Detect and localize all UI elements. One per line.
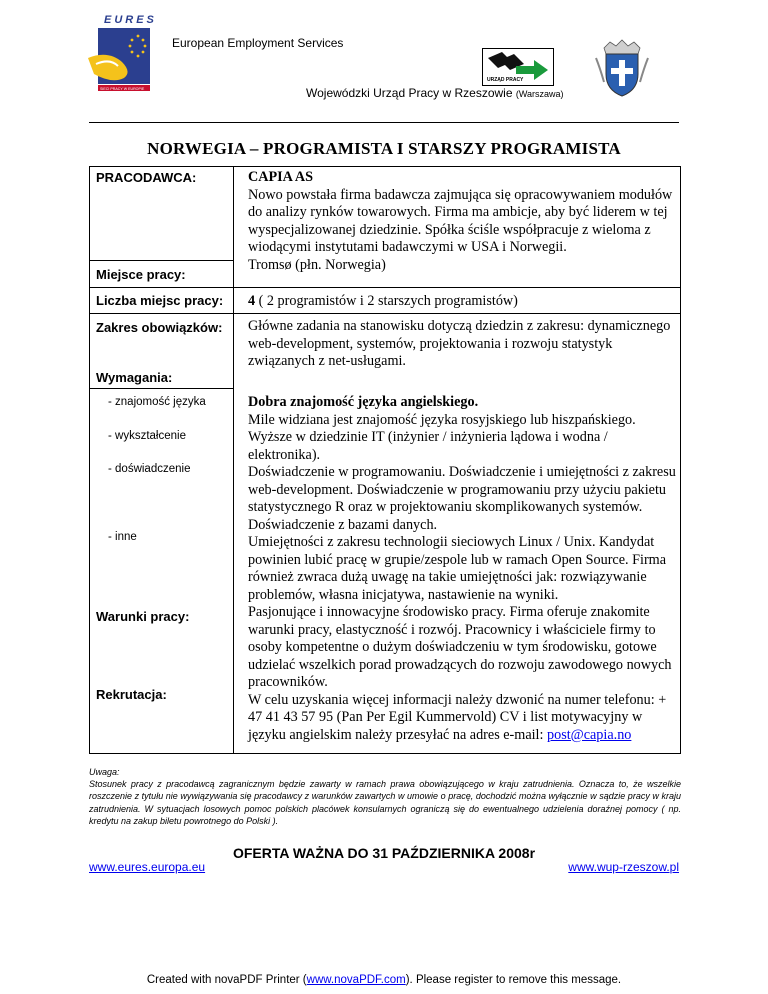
row-divider — [90, 287, 680, 288]
positions-count: 4 — [248, 293, 256, 309]
recruitment-value — [248, 692, 678, 745]
employer-description: Nowo powstała firma badawcza zajmująca się opracowywaniem modułów do analizy rynków towarowych. Firma ma ambicje, aby być liderem w tej wyspecjalizowanej dziedzinie. Spółka ściśle współpracuje z wieloma z wiodącymi instytutami badawczymi w USA i Norwegii. — [248, 186, 673, 255]
requirements-label: Wymagania: — [96, 370, 173, 385]
printer-watermark — [0, 974, 768, 986]
printer-note-before: Created with novaPDF Printer ( — [146, 974, 307, 986]
positions-detail: ( 2 programistów i 2 starszych programistów) — [255, 293, 518, 309]
legal-note-text: Stosunek pracy z pracodawcą zagranicznym będzie zawarty w ramach prawa obowiązującego w kraju zatrudnienia. Oznacza to, że wszelkie roszczenie z tytułu nie wywiązywania się pracodawcy z warunków zawartych w umowie o pracę, dochodzić można wyłącznie w sądzie pracy w kraju zatrudnienia. W sytuacjach losowych pomoc polskich placówek konsularnych ograniczą się do ewentualnego udzielenia doraźnej pomocy ( np. kredytu na zakup biletu powrotnego do Polski ). — [89, 779, 681, 826]
education-value: Wyższe w dziedzinie IT (inżynier / inżynieria lądowa i wodna / elektronika). — [248, 429, 608, 463]
eures-full-name: European Employment Services — [172, 36, 344, 50]
requirements-values — [248, 394, 678, 744]
other-value: Umiejętności z zakresu technologii sieciowych Linux / Unix. Kandydat powinien lubić pracę w grupie/zespole lub w ramach Open Source. Firma również zwraca dużą uwagę na takie umiejętności jak: rozwiązywanie problemów, własna inicjatywa, nastawienie na wyniki. — [248, 534, 667, 603]
column-divider — [233, 167, 234, 753]
language-label: - znajomość języka — [108, 396, 206, 408]
employer-label: PRACODAWCA: — [96, 170, 197, 185]
eures-logo-caption: SIECI PRACY W EUROPIE — [100, 87, 145, 91]
office-name-text: Wojewódzki Urząd Pracy w Rzeszowie — [306, 86, 513, 100]
location-label: Miejsce pracy: — [96, 267, 186, 282]
other-label: - inne — [108, 531, 137, 543]
legal-note-heading: Uwaga: — [89, 767, 120, 777]
recruitment-email-link[interactable]: post@capia.no — [547, 726, 632, 743]
duties-value: Główne zadania na stanowisku dotyczą dziedzin z zakresu: dynamicznego web-development, systemów, projektowania i rozwoju statystyk związanych z net-usługami. — [248, 318, 671, 369]
wup-website-link[interactable]: www.wup-rzeszow.pl — [568, 860, 679, 874]
language-value-extra: Mile widziana jest znajomość języka rosyjskiego lub hiszpańskiego. — [248, 411, 636, 428]
row-divider — [90, 260, 233, 261]
education-label: - wykształcenie — [108, 430, 186, 442]
eures-logo — [88, 12, 164, 94]
recruitment-label: Rekrutacja: — [96, 687, 167, 702]
conditions-value: Pasjonujące i innowacyjne środowisko pracy. Firma oferuje znakomite warunki pracy, elastyczność i rozwój. Pracownicy i właściciele firmy to osoby kompetentne o dużym doświadczeniu w tym środowisku, gotowe udzielać wszelkich porad prowadzących do rozwoju zawodowego nowych pracowników. — [248, 604, 672, 690]
offer-validity: OFERTA WAŻNA DO 31 PAŹDZIERNIKA 2008r — [232, 845, 536, 861]
legal-note — [89, 766, 681, 827]
recruitment-text: W celu uzyskania więcej informacji należy dzwonić na numer telefonu: + 47 41 43 57 95 (Pan Per Egil Kummervold) CV i list motywacyjny w języku angielskim należy przesyłać na adres e-mail: — [248, 691, 667, 743]
eures-logo-text: EURES — [104, 14, 157, 26]
employer-name: CAPIA AS — [248, 169, 314, 185]
employer-value — [248, 169, 678, 274]
experience-value: Doświadczenie w programowaniu. Doświadczenie i umiejętności z zakresu web-development. Doświadczenie w programowaniu przy użyciu pakietu statystycznego R oraz w projektowaniu skomplikowanych systemów. Doświadczenie z bazami danych. — [248, 464, 676, 533]
eures-website-link[interactable]: www.eures.europa.eu — [89, 860, 206, 874]
conditions-label: Warunki pracy: — [96, 609, 190, 624]
location-value: Tromsø (płn. Norwegia) — [248, 256, 386, 273]
row-divider — [90, 313, 680, 314]
novapdf-link[interactable]: www.novaPDF.com — [306, 974, 406, 986]
experience-label: - doświadczenie — [108, 463, 191, 475]
duties-label: Zakres obowiązków: — [96, 320, 223, 335]
rzeszow-crest-icon — [592, 38, 652, 98]
header-divider — [89, 122, 679, 123]
language-value-bold: Dobra znajomość języka angielskiego. — [248, 394, 479, 410]
office-name — [306, 86, 564, 100]
positions-value — [248, 293, 678, 311]
offer-table — [89, 166, 681, 754]
page-title: NORWEGIA – PROGRAMISTA I STARSZY PROGRAMISTA — [147, 139, 621, 158]
office-location: (Warszawa) — [515, 89, 564, 99]
printer-note-after: ). Please register to remove this message. — [405, 974, 622, 986]
row-divider — [90, 388, 233, 389]
wup-logo-text: URZĄD PRACY — [487, 77, 524, 83]
positions-label: Liczba miejsc pracy: — [96, 293, 224, 308]
wup-logo — [482, 48, 554, 86]
